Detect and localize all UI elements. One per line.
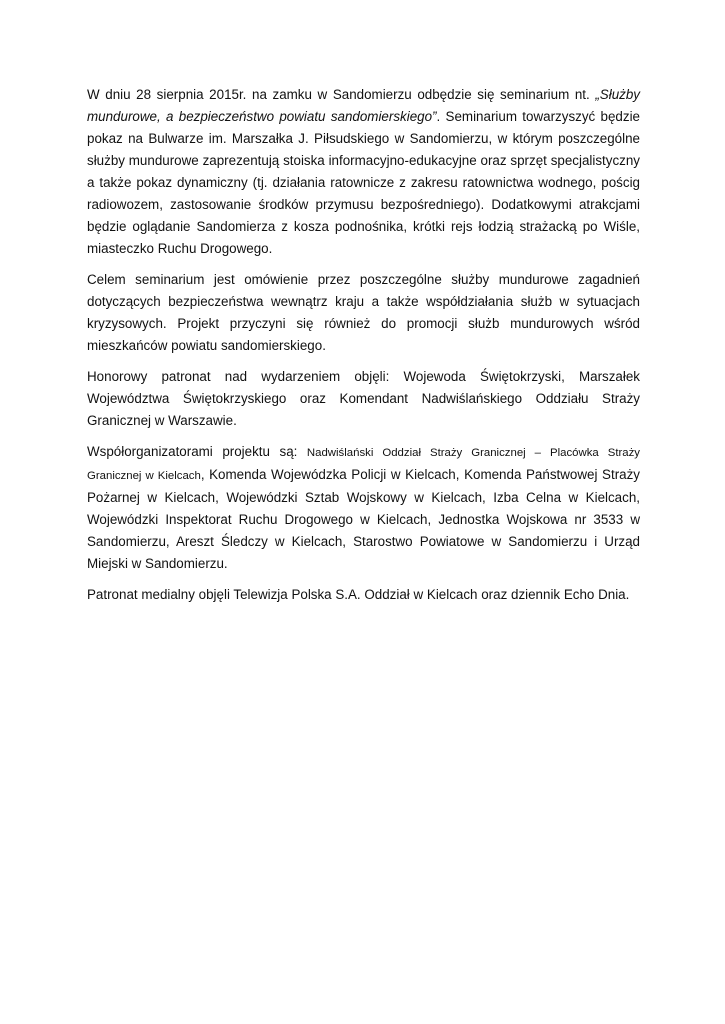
- seminar-details-text: . Seminarium towarzyszyć będzie pokaz na Bulwarze im. Marszałka J. Piłsudskiego w Sandomierzu, w którym poszczególne służby mundurowe zaprezentują stoiska informacyjno-edukacyjne oraz sprzęt specjalistyczny a także pokaz dynamiczny (tj. działania ratownicze z zakresu ratownictwa wodnego, pościg radiowozem, zastosowanie środków przymusu bezpośredniego). Dodatkowymi atrakcjami będzie oglądanie Sandomierza z kosza podnośnika, krótki rejs łodzią strażacką po Wiśle, miasteczko Ruchu Drogowego.: [87, 109, 640, 256]
- paragraph-seminar-goal: Celem seminarium jest omówienie przez poszczególne służby mundurowe zagadnień dotyczących bezpieczeństwa wewnątrz kraju a także współdziałania służb w sytuacjach kryzysowych. Projekt przyczyni się również do promocji służb mundurowych wśród mieszkańców powiatu sandomierskiego.: [87, 272, 640, 353]
- paragraph-honorary-patronage: Honorowy patronat nad wydarzeniem objęli: Wojewoda Świętokrzyski, Marszałek Województwa Świętokrzyskiego oraz Komendant Nadwiślańskiego Oddziału Straży Granicznej w Warszawie.: [87, 369, 640, 428]
- paragraph-co-organizers: [87, 441, 640, 575]
- seminar-title: „Służby mundurowe, a bezpieczeństwo powiatu sandomierskiego”: [87, 87, 640, 124]
- co-organizers-list: , Komenda Wojewódzka Policji w Kielcach, Komenda Państwowej Straży Pożarnej w Kielcach, Wojewódzki Sztab Wojskowy w Kielcach, Izba Celna w Kielcach, Wojewódzki Inspektorat Ruchu Drogowego w Kielcach, Jednostka Wojskowa nr 3533 w Sandomierzu, Areszt Śledczy w Kielcach, Starostwo Powiatowe w Sandomierzu i Urząd Miejski w Sandomierzu.: [87, 467, 640, 571]
- co-organizer-border-guard: Nadwiślański Oddział Straży Granicznej – Placówka Straży Granicznej w Kielcach: [87, 447, 641, 482]
- seminar-intro-text: W dniu 28 sierpnia 2015r. na zamku w Sandomierzu odbędzie się seminarium nt.: [87, 87, 596, 102]
- paragraph-media-patronage: Patronat medialny objęli Telewizja Polska S.A. Oddział w Kielcach oraz dziennik Echo Dnia.: [87, 587, 630, 602]
- co-organizers-lead: Współorganizatorami projektu są:: [87, 444, 307, 459]
- document-body: [87, 84, 640, 615]
- paragraph-seminar-announcement: [87, 84, 640, 260]
